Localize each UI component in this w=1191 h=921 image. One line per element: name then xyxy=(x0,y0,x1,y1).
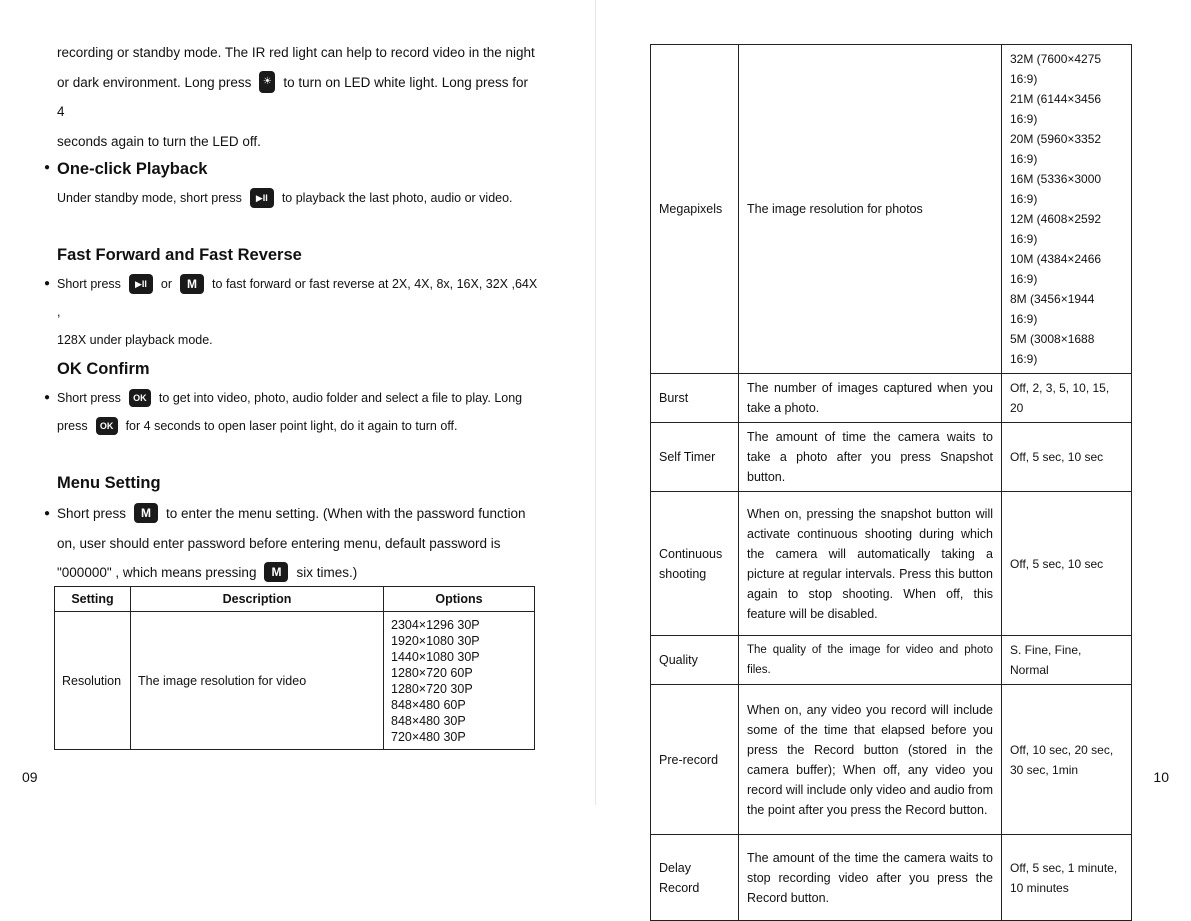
description-cell: The image resolution for photos xyxy=(739,45,1002,374)
setting-cell: Pre-record xyxy=(651,685,739,835)
ok-confirm-heading: OK Confirm xyxy=(57,360,150,378)
ok-key-icon: OK xyxy=(96,417,118,435)
bullet-icon: ● xyxy=(44,392,51,403)
setting-cell: Burst xyxy=(651,374,739,423)
table-row xyxy=(651,45,1132,374)
table-row xyxy=(651,423,1132,492)
m-key-icon: M xyxy=(180,274,204,294)
bullet-icon: ● xyxy=(44,508,51,519)
bullet-icon: ● xyxy=(44,162,51,173)
table-row xyxy=(651,636,1132,685)
playback-heading: One-click Playback xyxy=(57,160,208,178)
playback-text: Under standby mode, short press ▶II to playback the last photo, audio or video. xyxy=(57,184,539,214)
ok-key-icon: OK xyxy=(129,389,151,407)
settings-table xyxy=(650,44,1132,921)
table-header-row xyxy=(55,587,535,612)
m-key-icon: M xyxy=(134,503,158,523)
options-cell: Off, 5 sec, 1 minute, 10 minutes xyxy=(1002,835,1132,921)
options-cell: Off, 10 sec, 20 sec, 30 sec, 1min xyxy=(1002,685,1132,835)
intro-line-3: seconds again to turn the LED off. xyxy=(57,133,261,149)
table-row xyxy=(651,492,1132,636)
intro-line-2: or dark environment. Long press ☀ to turn on LED white light. Long press for 4 xyxy=(57,68,539,127)
play-pause-key-icon: ▶II xyxy=(250,188,274,208)
column-header: Options xyxy=(384,587,535,612)
column-header: Setting xyxy=(55,587,131,612)
table-row xyxy=(55,612,535,750)
description-cell: The quality of the image for video and photo files. xyxy=(739,636,1002,685)
menu-setting-heading: Menu Setting xyxy=(57,474,161,492)
fast-forward-heading: Fast Forward and Fast Reverse xyxy=(57,246,302,264)
setting-cell: Delay Record xyxy=(651,835,739,921)
fast-forward-text: Short press ▶II or M to fast forward or fast reverse at 2X, 4X, 8x, 16X, 32X ,64X , 128X under playback mode. xyxy=(57,270,539,354)
description-cell: When on, pressing the snapshot button will activate continuous shooting during which the camera will automatically taking a picture at regular intervals. Press this button again to stop shooting. When off, this feature will be disabled. xyxy=(739,492,1002,636)
table-row xyxy=(651,374,1132,423)
m-key-icon: M xyxy=(264,562,288,582)
right-page xyxy=(596,0,1191,905)
options-cell: Off, 5 sec, 10 sec xyxy=(1002,492,1132,636)
column-header: Description xyxy=(131,587,384,612)
page-number: 09 xyxy=(22,769,38,785)
options-cell: S. Fine, Fine, Normal xyxy=(1002,636,1132,685)
left-page xyxy=(0,0,595,805)
description-cell: The number of images captured when you take a photo. xyxy=(739,374,1002,423)
intro-line-1: recording or standby mode. The IR red light can help to record video in the night xyxy=(57,45,535,60)
table-row xyxy=(651,685,1132,835)
description-cell: The amount of the time the camera waits to stop recording video after you press the Record button. xyxy=(739,835,1002,921)
setting-cell: Self Timer xyxy=(651,423,739,492)
description-cell: The amount of time the camera waits to take a photo after you press Snapshot button. xyxy=(739,423,1002,492)
setting-cell: Quality xyxy=(651,636,739,685)
description-cell: The image resolution for video xyxy=(131,612,384,750)
page-number: 10 xyxy=(1153,769,1169,785)
setting-cell: Continuous shooting xyxy=(651,492,739,636)
settings-table xyxy=(54,586,535,750)
table-row xyxy=(651,835,1132,921)
options-cell: 32M (7600×4275 16:9) 21M (6144×3456 16:9) 20M (5960×3352 16:9) 16M (5336×3000 16:9) 12M (4608×2592 16:9) 10M (4384×2466 16:9) 8M (3456×1944 16:9) 5M (3008×1688 16:9) xyxy=(1002,45,1132,374)
ok-confirm-text: Short press OK to get into video, photo, audio folder and select a file to play. Long press OK for 4 seconds to open laser point light, do it again to turn off. xyxy=(57,384,539,440)
intro-paragraph xyxy=(57,38,539,156)
bullet-icon: ● xyxy=(44,278,51,289)
setting-cell: Megapixels xyxy=(651,45,739,374)
options-cell: Off, 2, 3, 5, 10, 15, 20 xyxy=(1002,374,1132,423)
setting-cell: Resolution xyxy=(55,612,131,750)
options-cell: Off, 5 sec, 10 sec xyxy=(1002,423,1132,492)
menu-setting-text: Short press M to enter the menu setting. (When with the password function on, user should enter password before entering menu, default password is "000000" , which means pressing M six times.) xyxy=(57,499,539,588)
led-light-key-icon: ☀ xyxy=(259,71,275,93)
description-cell: When on, any video you record will include some of the time that elapsed before you press the Record button (stored in the camera buffer); When off, any video you record will include only video and audio from the point after you press the Record button. xyxy=(739,685,1002,835)
options-cell: 2304×1296 30P 1920×1080 30P 1440×1080 30P 1280×720 60P 1280×720 30P 848×480 60P 848×480 30P 720×480 30P xyxy=(384,612,535,750)
play-pause-key-icon: ▶II xyxy=(129,274,153,294)
